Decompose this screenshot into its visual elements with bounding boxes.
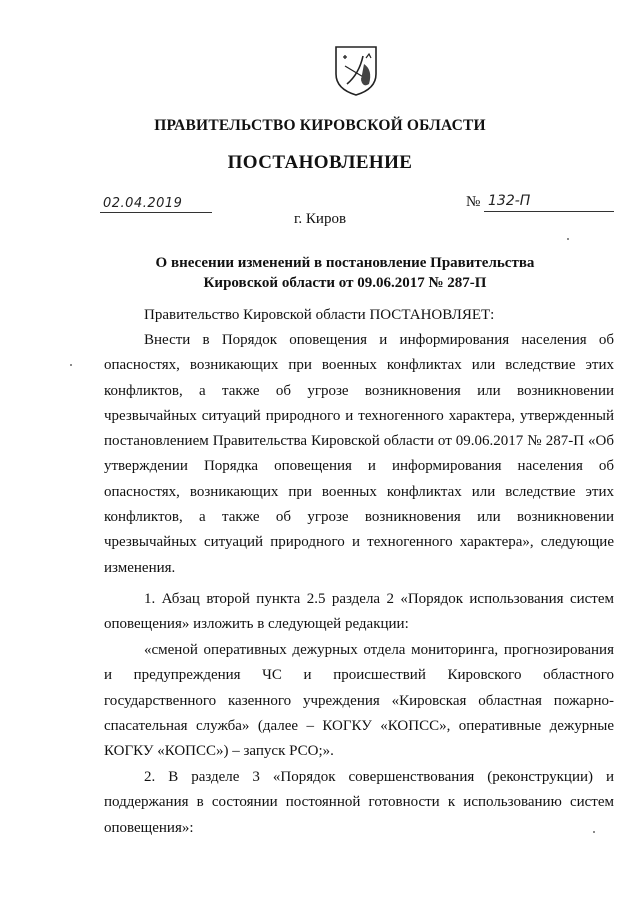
number-label: № xyxy=(466,194,481,210)
document-date: 02.04.2019 xyxy=(103,196,183,211)
coat-of-arms-icon xyxy=(333,44,379,96)
item-2: 2. В разделе 3 «Порядок совершенствования (реконструкции) и поддержания в состоянии постоянной готовности к использованию систем оповещения»: xyxy=(104,769,614,836)
resolution-statement: Правительство Кировской области ПОСТАНОВЛЯЕТ: xyxy=(144,307,495,323)
intro-paragraph: Внести в Порядок оповещения и информирования населения об опасностях, возникающих при военных конфликтах или вследствие этих конфликтов, а также об угрозе возникновения или возникновении чрезвычайных ситуаций природного и техногенного характера, утвержденный постановлением Правительства Кировской области от 09.06.2017 № 287-П «Об утверждении Порядка оповещения и информирования населения об опасностях, возникающих при военных конфликтах или вследствие этих конфликтов, а также об угрозе возникновения или возникновении чрезвычайных ситуаций природного и техногенного характера», следующие изменения. xyxy=(104,332,614,576)
scan-speck xyxy=(70,364,72,366)
document-number: 132-П xyxy=(488,193,531,209)
document-type: ПОСТАНОВЛЕНИЕ xyxy=(227,152,413,173)
scan-speck xyxy=(593,831,595,833)
document-title: О внесении изменений в постановление Правительства Кировской области от 09.06.2017 № 287-П xyxy=(155,255,535,291)
government-name: ПРАВИТЕЛЬСТВО КИРОВСКОЙ ОБЛАСТИ xyxy=(154,117,486,134)
item-1: 1. Абзац второй пункта 2.5 раздела 2 «Порядок использования систем оповещения» изложить в следующей редакции: xyxy=(104,591,614,633)
scan-speck xyxy=(567,238,569,240)
city: г. Киров xyxy=(293,211,347,227)
item-1-quote: «сменой оперативных дежурных отдела мониторинга, прогнозирования и предупреждения ЧС и происшествий Кировского областного государственного казенного учреждения «Кировская областная пожарно-спасательная служба» (далее – КОГКУ «КОПСС», оперативные дежурные КОГКУ «КОПСС») – запуск РСО;». xyxy=(104,642,614,760)
